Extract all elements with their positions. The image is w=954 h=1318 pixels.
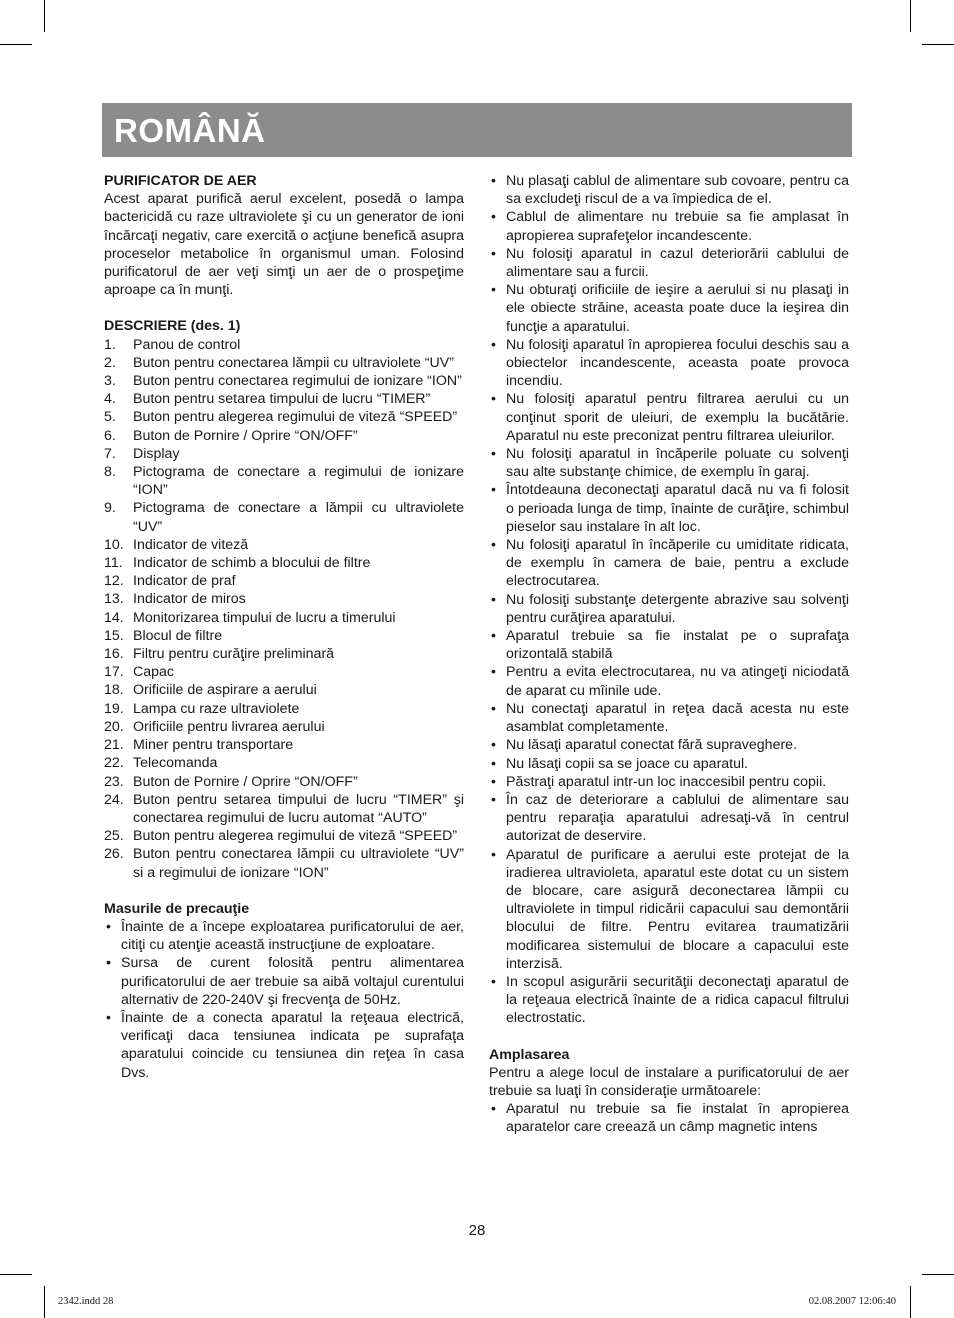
list-item-number: 26. <box>104 846 124 863</box>
file-slug: 2342.indd 28 <box>58 1296 114 1307</box>
list-item <box>104 390 464 408</box>
bullet-icon: • <box>491 1101 496 1118</box>
list-item-text: Filtru pentru curăţire preliminară <box>133 646 335 663</box>
list-item <box>104 354 464 372</box>
list-item-text: Panou de control <box>133 336 241 353</box>
list-item-number: 7. <box>104 445 116 462</box>
bullet-icon: • <box>491 846 496 863</box>
bullet-icon: • <box>491 537 496 554</box>
bullet-item <box>489 973 849 1028</box>
list-item <box>104 427 464 445</box>
crop-mark <box>0 1274 32 1275</box>
list-item-text: Orificiile de aspirare a aerului <box>133 682 317 699</box>
list-item-number: 22. <box>104 755 124 772</box>
list-item-text: Display <box>133 445 180 462</box>
crop-mark <box>922 1274 954 1275</box>
list-item <box>104 536 464 554</box>
bullet-item <box>489 663 849 699</box>
list-item-number: 8. <box>104 464 116 481</box>
bullet-item <box>489 773 849 791</box>
list-item <box>104 554 464 572</box>
section-heading-placement: Amplasarea <box>489 1046 570 1063</box>
list-item <box>104 463 464 499</box>
bullet-text: Nu folosiţi aparatul in cazul deteriorării cablului de alimentare sau a furcii. <box>506 245 849 281</box>
bullet-text: Nu plasaţi cablul de alimentare sub covoare, pentru ca sa excludeţi riscul de a va împiedica de el. <box>506 173 849 208</box>
bullet-text: Păstraţi aparatul intr-un loc inaccesibil pentru copii. <box>506 773 827 790</box>
list-item-text: Indicator de viteză <box>133 536 249 553</box>
list-item-text: Buton pentru alegerea regimului de viteză “SPEED” <box>133 409 458 426</box>
list-item-text: Blocul de filtre <box>133 627 223 644</box>
list-item-text: Buton pentru setarea timpului de lucru “TIMER” <box>133 391 431 408</box>
bullet-text: Nu folosiţi aparatul pentru filtrarea aerului cu un conţinut sporit de uleiuri, de exemplu la bucătărie. Aparatul nu este preconizat pentru filtrarea uleiurilor. <box>506 391 849 444</box>
list-item-text: Capac <box>133 664 175 681</box>
list-item <box>104 645 464 663</box>
bullet-item <box>489 846 849 973</box>
bullet-text: Nu lăsaţi copii sa se joace cu aparatul. <box>506 755 749 772</box>
bullet-item <box>489 755 849 773</box>
precautions-list-continued <box>489 172 849 1028</box>
bullet-item <box>104 954 464 1009</box>
list-item <box>104 408 464 426</box>
list-item-number: 13. <box>104 591 124 608</box>
bullet-item <box>489 172 849 208</box>
section-heading-description: DESCRIERE (des. 1) <box>104 318 241 335</box>
list-item <box>104 754 464 772</box>
bullet-text: Nu folosiţi aparatul în apropierea focului deschis sau a obiectelor incandescente, aceasta poate provoca incendiu. <box>506 336 849 390</box>
list-item <box>104 445 464 463</box>
bullet-icon: • <box>106 918 111 935</box>
bullet-icon: • <box>491 773 496 790</box>
list-item-number: 25. <box>104 828 124 845</box>
bullet-text: Nu lăsaţi aparatul conectat fără supraveghere. <box>506 737 798 754</box>
list-item-number: 17. <box>104 664 124 681</box>
list-item <box>104 627 464 645</box>
bullet-text: Nu folosiţi substanţe detergente abrazive sau solvenţi pentru curăţirea aparatului. <box>506 591 849 626</box>
bullet-item <box>104 918 464 954</box>
section-heading-precautions: Masurile de precauţie <box>104 900 250 917</box>
bullet-item <box>489 536 849 591</box>
print-date: 02.08.2007 12:06:40 <box>808 1296 896 1307</box>
bullet-item <box>489 700 849 736</box>
list-item-text: Buton pentru alegerea regimului de viteză “SPEED” <box>133 828 458 845</box>
description-list <box>104 336 464 882</box>
list-item-number: 24. <box>104 791 124 808</box>
bullet-text: Aparatul trebuie sa fie instalat pe o suprafaţa orizontală stabilă <box>506 628 849 663</box>
list-item <box>104 827 464 845</box>
bullet-text: Aparatul de purificare a aerului este protejat de la iradierea ultravioleta, aparatul este dotat cu un sistem de blocare, care asigură deconectarea lămpii cu ultraviolete in timpul ridicării capacului sau demontării blocului de filtre. Pentru evitarea traumatizării modificarea sistemului de blocare a capacului este interzisă. <box>506 846 849 972</box>
list-item-text: Buton pentru conectarea lămpii cu ultraviolete “UV” si a regimului de ionizare “ION” <box>133 846 464 881</box>
crop-mark <box>0 44 32 45</box>
bullet-icon: • <box>491 973 496 990</box>
list-item-number: 3. <box>104 373 116 390</box>
bullet-text: În caz de deteriorare a cablului de alimentare sau pentru reparaţia aparatului adresaţi-vă în centrul autorizat de deservire. <box>506 791 849 845</box>
list-item-text: Telecomanda <box>133 755 218 772</box>
list-item-number: 9. <box>104 500 116 517</box>
bullet-icon: • <box>491 391 496 408</box>
page-title: ROMÂNĂ <box>114 112 266 149</box>
bullet-icon: • <box>491 591 496 608</box>
bullet-text: Nu folosiţi aparatul în încăperile cu umiditate ridicata, de exemplu în camera de baie, pentru a exclude electrocutarea. <box>506 537 849 590</box>
bullet-icon: • <box>106 955 111 972</box>
list-item <box>104 845 464 881</box>
list-item-text: Lampa cu raze ultraviolete <box>133 700 300 717</box>
bullet-item <box>104 1009 464 1082</box>
list-item <box>104 572 464 590</box>
list-item <box>104 663 464 681</box>
list-item-text: Indicator de praf <box>133 573 236 590</box>
list-item-text: Monitorizarea timpului de lucru a timerului <box>133 609 396 626</box>
bullet-text: Aparatul nu trebuie sa fie instalat în apropierea aparatelor care creează un câmp magnetic intens <box>506 1101 849 1136</box>
list-item <box>104 499 464 535</box>
list-item-number: 4. <box>104 391 116 408</box>
list-item <box>104 681 464 699</box>
list-item-number: 12. <box>104 573 124 590</box>
bullet-icon: • <box>491 700 496 717</box>
list-item-number: 1. <box>104 336 116 353</box>
section-heading-purifier: PURIFICATOR DE AER <box>104 173 257 189</box>
bullet-icon: • <box>491 791 496 808</box>
bullet-icon: • <box>491 737 496 754</box>
bullet-icon: • <box>491 245 496 262</box>
bullet-item <box>489 736 849 754</box>
list-item-text: Indicator de schimb a blocului de filtre <box>133 555 371 572</box>
bullet-item <box>489 791 849 846</box>
list-item-text: Buton de Pornire / Oprire “ON/OFF” <box>133 773 358 790</box>
bullet-icon: • <box>491 209 496 226</box>
bullet-text: Nu conectaţi aparatul in reţea dacă acesta nu este asamblat completamente. <box>506 700 849 736</box>
list-item <box>104 736 464 754</box>
language-banner <box>102 103 852 157</box>
bullet-item <box>489 245 849 281</box>
crop-mark <box>44 0 45 32</box>
precautions-list <box>104 918 464 1082</box>
bullet-text: In scopul asigurării securităţii deconectaţi aparatul de la reţeaua electrică înainte de a ridica capacul filtrului electrostatic. <box>506 973 849 1027</box>
bullet-item <box>489 390 849 445</box>
bullet-item <box>489 336 849 391</box>
bullet-text: Cablul de alimentare nu trebuie sa fie amplasat în apropierea suprafeţelor incandescente. <box>506 209 849 244</box>
bullet-text: Înainte de a conecta aparatul la reţeaua electrică, verificaţi daca tensiunea indicata pe suprafaţa aparatului coincide cu tensiunea din reţea în casa Dvs. <box>121 1009 464 1081</box>
crop-mark <box>910 1286 911 1318</box>
bullet-item <box>489 481 849 536</box>
list-item-text: Orificiile pentru livrarea aerului <box>133 718 325 735</box>
intro-paragraph: Acest aparat purifică aerul excelent, posedă o lampa bactericidă cu raze ultraviolete şi cu un generator de ioni încărcaţi negativ, care exercită o acţiune benefică asupra proceselor metabolice în organismul uman. Folosind purificatorul de aer veţi simţi un aer de o prospeţime aproape ca în munţi. <box>104 191 464 299</box>
bullet-icon: • <box>491 446 496 463</box>
list-item <box>104 791 464 827</box>
left-column <box>104 172 464 1082</box>
list-item-number: 11. <box>104 555 123 572</box>
list-item <box>104 718 464 736</box>
bullet-icon: • <box>491 336 496 353</box>
bullet-item <box>489 627 849 663</box>
list-item-number: 15. <box>104 627 124 644</box>
bullet-item <box>489 1100 849 1136</box>
list-item <box>104 372 464 390</box>
list-item-number: 20. <box>104 718 124 735</box>
list-item-text: Pictograma de conectare a regimului de ionizare “ION” <box>133 464 464 499</box>
bullet-text: Nu folosiţi aparatul in încăperile poluate cu solvenţi sau alte substanţe chimice, de exemplu în garaj. <box>506 446 849 481</box>
list-item-number: 14. <box>104 609 124 626</box>
list-item-text: Buton de Pornire / Oprire “ON/OFF” <box>133 427 358 444</box>
bullet-icon: • <box>491 482 496 499</box>
list-item-text: Miner pentru transportare <box>133 737 294 754</box>
crop-mark <box>910 0 911 32</box>
placement-paragraph: Pentru a alege locul de instalare a purificatorului de aer trebuie sa luaţi în consideraţie următoarele: <box>489 1064 849 1099</box>
list-item-number: 5. <box>104 409 116 426</box>
bullet-icon: • <box>491 755 496 772</box>
bullet-icon: • <box>491 282 496 299</box>
list-item-number: 23. <box>104 773 124 790</box>
list-item <box>104 609 464 627</box>
bullet-text: Înainte de a începe exploatarea purificatorului de aer, citiţi cu atenţie această instrucţiune de exploatare. <box>121 918 464 954</box>
bullet-icon: • <box>491 173 496 189</box>
list-item-number: 6. <box>104 427 116 444</box>
list-item <box>104 590 464 608</box>
bullet-icon: • <box>491 664 496 681</box>
list-item-number: 2. <box>104 354 116 371</box>
list-item-number: 21. <box>104 737 124 754</box>
list-item-text: Buton pentru conectarea lămpii cu ultraviolete “UV” <box>133 354 454 371</box>
list-item-text: Pictograma de conectare a lămpii cu ultraviolete “UV” <box>133 500 464 535</box>
crop-mark <box>922 44 954 45</box>
list-item-number: 10. <box>104 536 124 553</box>
list-item-text: Buton pentru conectarea regimului de ionizare “ION” <box>133 373 462 390</box>
bullet-item <box>489 445 849 481</box>
list-item-text: Buton pentru setarea timpului de lucru “TIMER” şi conectarea regimului de lucru automat “AUTO” <box>133 791 464 826</box>
list-item <box>104 700 464 718</box>
list-item-number: 16. <box>104 646 124 663</box>
bullet-icon: • <box>491 628 496 645</box>
list-item-number: 18. <box>104 682 124 699</box>
bullet-text: Nu obturaţi orificiile de ieşire a aerului si nu plasaţi in ele obiecte străine, aceasta poate duce la ieşirea din funcţie a aparatului. <box>506 282 849 335</box>
bullet-text: Întotdeauna deconectaţi aparatul dacă nu va fi folosit o perioada lunga de timp, înainte de curăţire, schimbul pieselor sau instalare în alt loc. <box>506 482 849 535</box>
list-item-text: Indicator de miros <box>133 591 246 608</box>
page-number: 28 <box>468 1222 486 1239</box>
bullet-item <box>489 208 849 244</box>
bullet-text: Pentru a evita electrocutarea, nu va atingeţi niciodată de aparat cu mîinile ude. <box>506 664 849 699</box>
bullet-text: Sursa de curent folosită pentru alimentarea purificatorului de aer trebuie sa aibă voltajul curentului alternativ de 220-240V şi frecvenţa de 50Hz. <box>121 955 464 1008</box>
list-item <box>104 773 464 791</box>
list-item <box>104 336 464 354</box>
bullet-icon: • <box>106 1009 111 1026</box>
bullet-item <box>489 591 849 627</box>
bullet-item <box>489 281 849 336</box>
right-column <box>489 172 849 1137</box>
placement-list <box>489 1100 849 1136</box>
crop-mark <box>44 1286 45 1318</box>
list-item-number: 19. <box>104 700 124 717</box>
